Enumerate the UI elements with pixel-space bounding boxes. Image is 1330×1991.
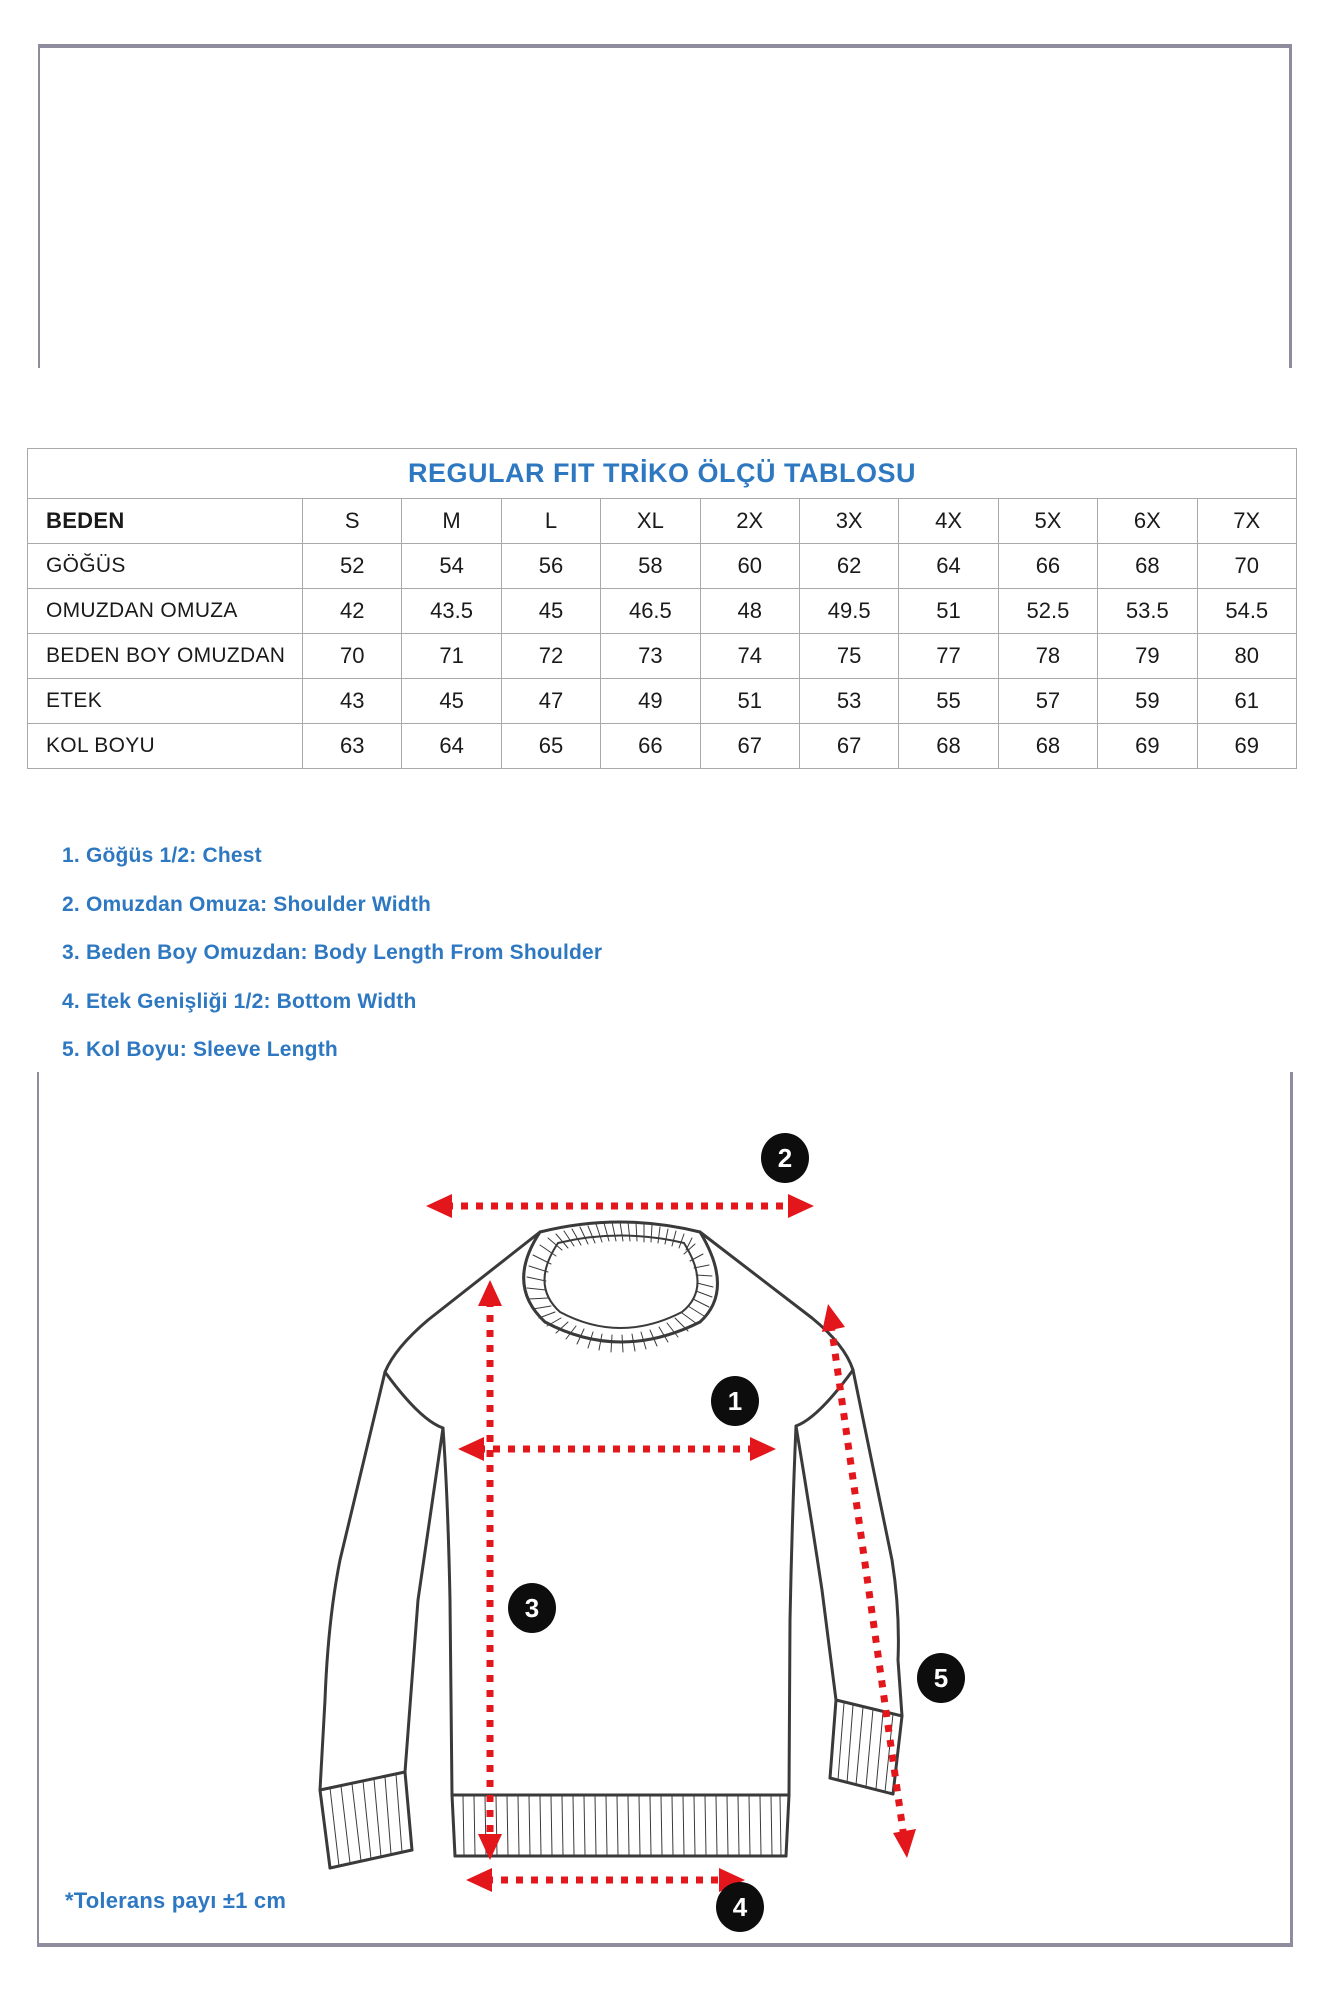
size-col-XL: XL — [601, 499, 700, 544]
measure-value: 49.5 — [799, 589, 898, 634]
measure-value: 73 — [601, 634, 700, 679]
measure-value: 68 — [1098, 544, 1197, 589]
size-col-L: L — [501, 499, 600, 544]
row-label-2: BEDEN BOY OMUZDAN — [28, 634, 303, 679]
size-col-M: M — [402, 499, 501, 544]
measure-value: 54 — [402, 544, 501, 589]
measure-value: 66 — [998, 544, 1097, 589]
measure-value: 53 — [799, 679, 898, 724]
legend-item-4: 4. Etek Genişliği 1/2: Bottom Width — [62, 989, 417, 1013]
measure-badge-1: 1 — [711, 1376, 759, 1426]
measure-value: 48 — [700, 589, 799, 634]
row-label-1: OMUZDAN OMUZA — [28, 589, 303, 634]
row-label-0: GÖĞÜS — [28, 544, 303, 589]
top-empty-frame — [38, 44, 1292, 368]
measure-value: 49 — [601, 679, 700, 724]
measure-value: 59 — [1098, 679, 1197, 724]
size-col-4X: 4X — [899, 499, 998, 544]
measure-value: 53.5 — [1098, 589, 1197, 634]
table-row — [28, 544, 1297, 589]
measure-badge-3: 3 — [508, 1583, 556, 1633]
measure-value: 77 — [899, 634, 998, 679]
table-row — [28, 589, 1297, 634]
measure-value: 57 — [998, 679, 1097, 724]
measure-value: 51 — [700, 679, 799, 724]
measure-value: 70 — [1197, 544, 1296, 589]
row-label-4: KOL BOYU — [28, 724, 303, 769]
size-col-3X: 3X — [799, 499, 898, 544]
measure-value: 67 — [799, 724, 898, 769]
legend-item-3: 3. Beden Boy Omuzdan: Body Length From Shoulder — [62, 941, 603, 964]
measure-value: 75 — [799, 634, 898, 679]
measure-value: 69 — [1197, 724, 1296, 769]
measure-value: 64 — [402, 724, 501, 769]
measure-badge-4: 4 — [716, 1882, 764, 1932]
measure-value: 68 — [899, 724, 998, 769]
measure-value: 52.5 — [998, 589, 1097, 634]
measure-value: 61 — [1197, 679, 1296, 724]
tolerance-note: *Tolerans payı ±1 cm — [65, 1888, 287, 1913]
size-col-6X: 6X — [1098, 499, 1197, 544]
size-table-title: REGULAR FIT TRİKO ÖLÇÜ TABLOSU — [28, 449, 1297, 499]
measure-value: 43.5 — [402, 589, 501, 634]
legend-item-1: 1. Göğüs 1/2: Chest — [62, 844, 262, 867]
measure-value: 71 — [402, 634, 501, 679]
size-col-S: S — [303, 499, 402, 544]
measure-value: 46.5 — [601, 589, 700, 634]
measure-value: 52 — [303, 544, 402, 589]
table-row — [28, 679, 1297, 724]
measure-value: 47 — [501, 679, 600, 724]
measurement-legend — [62, 840, 962, 1083]
measure-value: 63 — [303, 724, 402, 769]
size-col-7X: 7X — [1197, 499, 1296, 544]
row-label-3: ETEK — [28, 679, 303, 724]
measure-badge-2: 2 — [761, 1133, 809, 1183]
measure-value: 67 — [700, 724, 799, 769]
measure-value: 69 — [1098, 724, 1197, 769]
table-row — [28, 724, 1297, 769]
measure-value: 66 — [601, 724, 700, 769]
size-col-2X: 2X — [700, 499, 799, 544]
measure-value: 79 — [1098, 634, 1197, 679]
size-table-header-label: BEDEN — [28, 499, 303, 544]
measure-value: 43 — [303, 679, 402, 724]
measure-value: 65 — [501, 724, 600, 769]
measure-value: 51 — [899, 589, 998, 634]
measure-value: 80 — [1197, 634, 1296, 679]
measure-value: 62 — [799, 544, 898, 589]
size-col-5X: 5X — [998, 499, 1097, 544]
measure-value: 42 — [303, 589, 402, 634]
size-table-section — [27, 448, 1297, 769]
measure-value: 45 — [402, 679, 501, 724]
measure-value: 55 — [899, 679, 998, 724]
table-row — [28, 634, 1297, 679]
measure-value: 64 — [899, 544, 998, 589]
measure-value: 54.5 — [1197, 589, 1296, 634]
size-table — [27, 448, 1297, 769]
measure-value: 58 — [601, 544, 700, 589]
measure-value: 70 — [303, 634, 402, 679]
measure-value: 56 — [501, 544, 600, 589]
measure-badge-5: 5 — [917, 1653, 965, 1703]
legend-item-2: 2. Omuzdan Omuza: Shoulder Width — [62, 892, 432, 916]
legend-item-5: 5. Kol Boyu: Sleeve Length — [62, 1038, 338, 1061]
measure-value: 60 — [700, 544, 799, 589]
measure-value: 74 — [700, 634, 799, 679]
measure-value: 68 — [998, 724, 1097, 769]
measure-value: 78 — [998, 634, 1097, 679]
measure-value: 72 — [501, 634, 600, 679]
measure-value: 45 — [501, 589, 600, 634]
diagram-frame — [37, 1072, 1293, 1947]
